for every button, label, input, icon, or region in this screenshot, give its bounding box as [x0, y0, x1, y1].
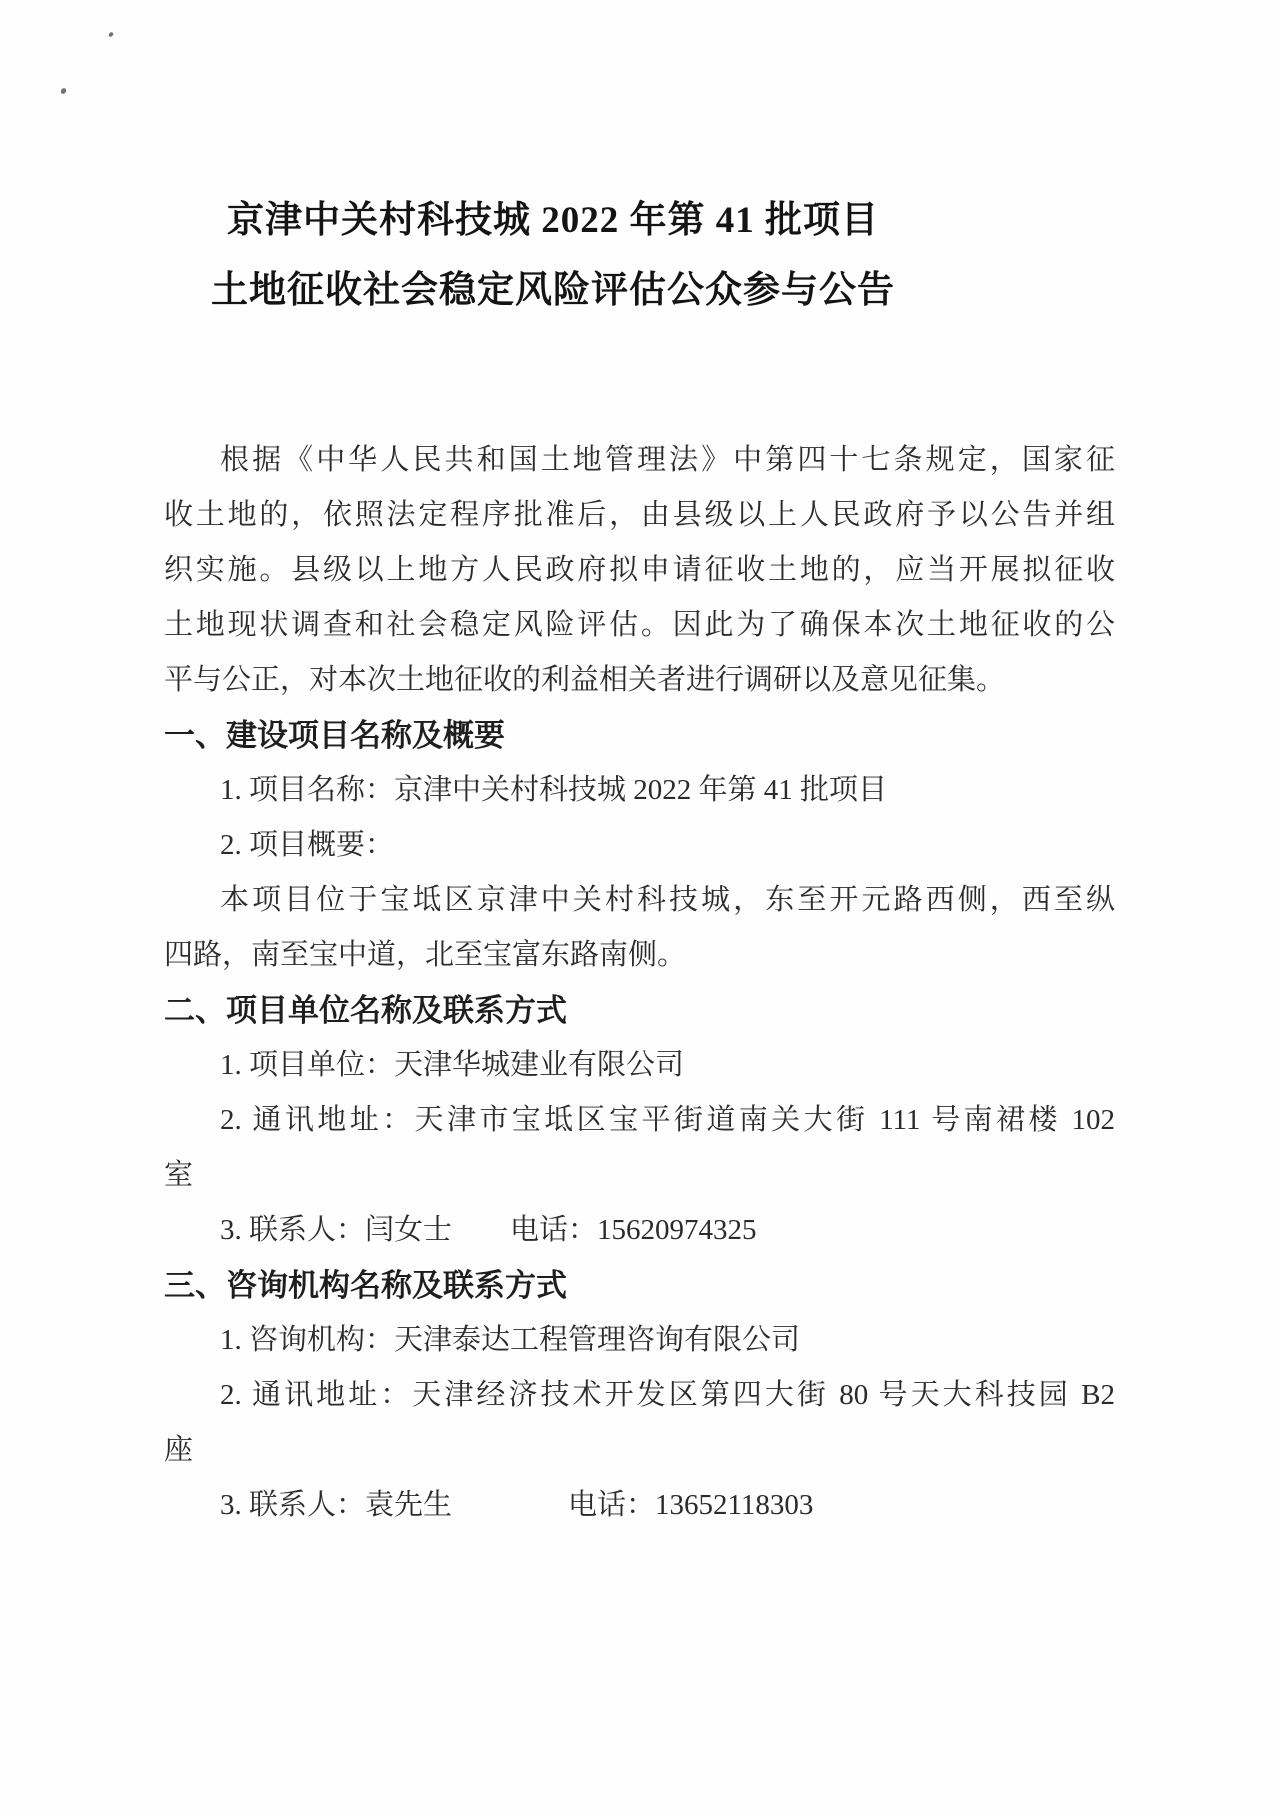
intro-line: 土地现状调查和社会稳定风险评估。因此为了确保本次土地征收的公 [164, 609, 1115, 641]
document-title-line-1: 京津中关村科技城 2022 年第 41 批项目 [227, 200, 879, 241]
section-1-line: 2. 项目概要： [220, 829, 395, 861]
section-3-line: 3. 联系人：袁先生 电话：13652118303 [220, 1489, 814, 1521]
intro-line: 收土地的，依照法定程序批准后，由县级以上人民政府予以公告并组 [164, 499, 1115, 531]
document-title-line-2: 土地征收社会稳定风险评估公众参与公告 [211, 270, 895, 311]
section-heading-3: 三、咨询机构名称及联系方式 [164, 1268, 567, 1303]
section-1-line: 1. 项目名称：京津中关村科技城 2022 年第 41 批项目 [220, 774, 888, 806]
intro-line: 平与公正，对本次土地征收的利益相关者进行调研以及意见征集。 [164, 664, 1006, 696]
document-body [164, 433, 1115, 1533]
document-title [0, 0, 1193, 326]
section-3-line: 座 [164, 1434, 194, 1466]
intro-line: 根据《中华人民共和国土地管理法》中第四十七条规定，国家征 [220, 444, 1115, 476]
section-2-line: 3. 联系人：闫女士 电话：15620974325 [220, 1214, 757, 1246]
section-1-line: 本项目位于宝坻区京津中关村科技城，东至开元路西侧，西至纵 [220, 884, 1115, 916]
section-3-line: 1. 咨询机构：天津泰达工程管理咨询有限公司 [220, 1324, 801, 1356]
section-2-line: 2. 通讯地址：天津市宝坻区宝平街道南关大街 111 号南裙楼 102 [220, 1104, 1115, 1136]
section-2-line: 1. 项目单位：天津华城建业有限公司 [220, 1049, 685, 1081]
intro-line: 织实施。县级以上地方人民政府拟申请征收土地的，应当开展拟征收 [164, 554, 1115, 586]
section-heading-2: 二、项目单位名称及联系方式 [164, 993, 567, 1028]
section-heading-1: 一、建设项目名称及概要 [164, 718, 505, 753]
section-2-line: 室 [164, 1159, 194, 1191]
section-1-line: 四路，南至宝中道，北至宝富东路南侧。 [164, 939, 687, 971]
section-3-line: 2. 通讯地址：天津经济技术开发区第四大街 80 号天大科技园 B2 [220, 1379, 1115, 1411]
